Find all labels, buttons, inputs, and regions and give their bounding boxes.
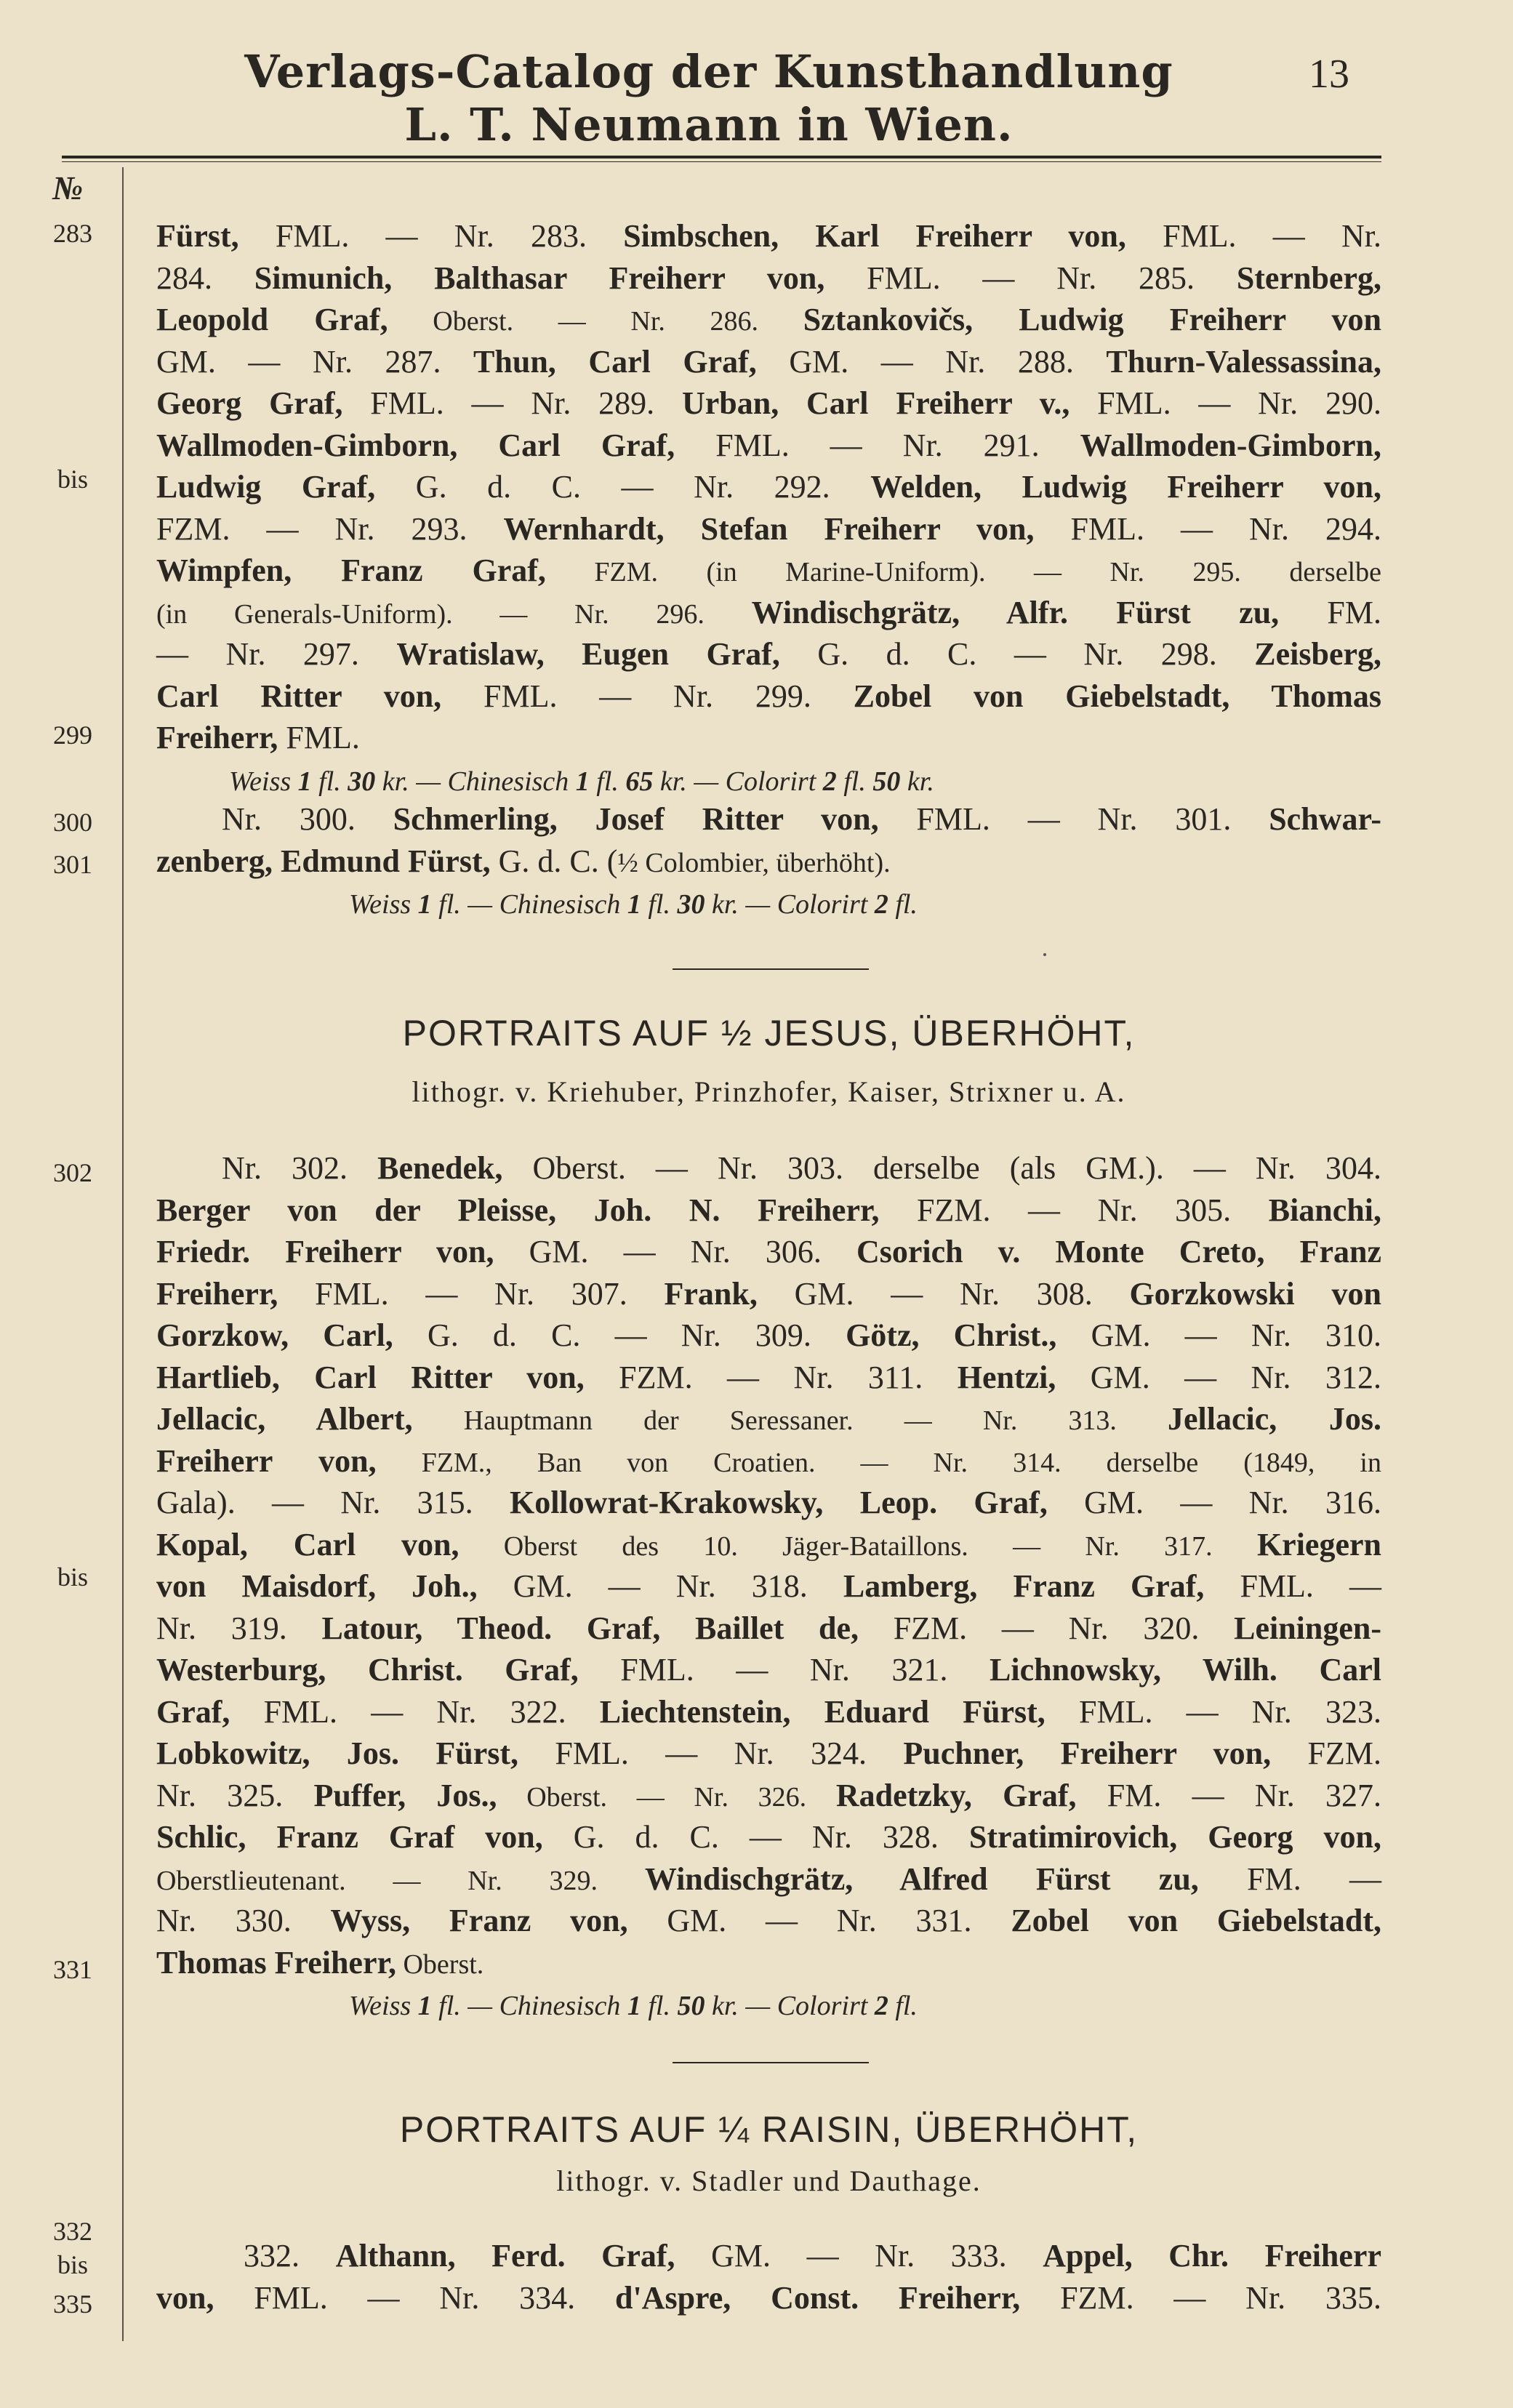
entry-block-300-301 bbox=[156, 798, 1381, 927]
margin-number: 299 bbox=[53, 721, 92, 750]
margin-number: bis bbox=[57, 1562, 88, 1592]
price-line: Weiss 1 fl. — Chinesisch 1 fl. 30 kr. — Colorirt 2 fl. bbox=[349, 889, 918, 920]
text-line: Kopal, Carl von, Oberst des 10. Jäger-Bataillons. — Nr. 317. Kriegern bbox=[156, 1526, 1381, 1562]
section-heading: PORTRAITS AUF ¼ RAISIN, ÜBERHÖHT, bbox=[399, 2109, 1139, 2150]
text-line: Gala). — Nr. 315. Kollowrat-Krakowsky, Leop. Graf, GM. — Nr. 316. bbox=[156, 1485, 1381, 1520]
text-line: Westerburg, Christ. Graf, FML. — Nr. 321. Lichnowsky, Wilh. Carl bbox=[156, 1652, 1381, 1687]
text-line: Schlic, Franz Graf von, G. d. C. — Nr. 328. Stratimirovich, Georg von, bbox=[156, 1819, 1382, 1855]
text-line: Wallmoden-Gimborn, Carl Graf, FML. — Nr. 291. Wallmoden-Gimborn, bbox=[156, 427, 1381, 463]
text-line: 284. Simunich, Balthasar Freiherr von, FML. — Nr. 285. Sternberg, bbox=[156, 260, 1381, 296]
entry-block-283-299 bbox=[156, 215, 1381, 804]
text-line: Oberstlieutenant. — Nr. 329. Windischgrätz, Alfred Fürst zu, FM. — bbox=[156, 1861, 1382, 1897]
text-line: Friedr. Freiherr von, GM. — Nr. 306. Csorich v. Monte Creto, Franz bbox=[156, 1234, 1381, 1269]
text-line: Nr. 325. Puffer, Jos., Oberst. — Nr. 326. Radetzky, Graf, FM. — Nr. 327. bbox=[156, 1777, 1382, 1813]
price-line: Weiss 1 fl. — Chinesisch 1 fl. 50 kr. — Colorirt 2 fl. bbox=[349, 1991, 918, 2021]
section-subheading: lithogr. v. Kriehuber, Prinzhofer, Kaiser, Strixner u. A. bbox=[412, 1075, 1126, 1108]
price-line: Weiss 1 fl. 30 kr. — Chinesisch 1 fl. 65 kr. — Colorirt 2 fl. 50 kr. bbox=[229, 766, 934, 797]
text-line: zenberg, Edmund Fürst, G. d. C. (½ Colombier, überhöht). bbox=[156, 843, 891, 879]
text-line: Nr. 319. Latour, Theod. Graf, Baillet de, FZM. — Nr. 320. Leiningen- bbox=[156, 1610, 1382, 1646]
text-line: Thomas Freiherr, Oberst. bbox=[156, 1944, 484, 1980]
text-line: GM. — Nr. 287. Thun, Carl Graf, GM. — Nr. 288. Thurn-Valessassina, bbox=[156, 343, 1381, 380]
page-number: 13 bbox=[1309, 52, 1349, 97]
header-rule-thin bbox=[62, 161, 1381, 162]
column-number-mark: № bbox=[52, 169, 84, 206]
text-line: Nr. 330. Wyss, Franz von, GM. — Nr. 331. Zobel von Giebelstadt, bbox=[156, 1903, 1381, 1938]
text-line: Jellacic, Albert, Hauptmann der Seressaner. — Nr. 313. Jellacic, Jos. bbox=[156, 1401, 1381, 1437]
text-line: Fürst, FML. — Nr. 283. Simbschen, Karl Freiherr von, FML. — Nr. bbox=[156, 218, 1381, 254]
text-line: — Nr. 297. Wratislaw, Eugen Graf, G. d. C. — Nr. 298. Zeisberg, bbox=[156, 636, 1382, 672]
text-line: Lobkowitz, Jos. Fürst, FML. — Nr. 324. Puchner, Freiherr von, FZM. bbox=[156, 1735, 1381, 1771]
text-line: Graf, FML. — Nr. 322. Liechtenstein, Eduard Fürst, FML. — Nr. 323. bbox=[156, 1693, 1381, 1730]
text-line: von, FML. — Nr. 334. d'Aspre, Const. Freiherr, FZM. — Nr. 335. bbox=[156, 2279, 1381, 2316]
text-line: Leopold Graf, Oberst. — Nr. 286. Sztankovičs, Ludwig Freiherr von bbox=[156, 302, 1382, 337]
entry-block-332-335 bbox=[156, 2235, 1381, 2319]
text-line: Freiherr, FML. — Nr. 307. Frank, GM. — Nr. 308. Gorzkowski von bbox=[156, 1275, 1381, 1312]
margin-number: bis bbox=[57, 2250, 88, 2279]
text-line: Berger von der Pleisse, Joh. N. Freiherr, FZM. — Nr. 305. Bianchi, bbox=[156, 1192, 1381, 1228]
running-head: Verlags-Catalog der Kunsthandlung L. T. Neumann in Wien. bbox=[244, 45, 1173, 151]
print-speck bbox=[1043, 953, 1046, 956]
text-line: Nr. 300. Schmerling, Josef Ritter von, FML. — Nr. 301. Schwar- bbox=[222, 801, 1381, 837]
margin-number: 300 bbox=[53, 808, 92, 837]
text-line: Hartlieb, Carl Ritter von, FZM. — Nr. 311. Hentzi, GM. — Nr. 312. bbox=[156, 1359, 1381, 1395]
section-subheading: lithogr. v. Stadler und Dauthage. bbox=[556, 2164, 982, 2197]
margin-number: 283 bbox=[53, 219, 92, 248]
text-line: FZM. — Nr. 293. Wernhardt, Stefan Freiherr von, FML. — Nr. 294. bbox=[156, 510, 1381, 547]
margin-number: bis bbox=[57, 465, 88, 494]
text-line: Nr. 302. Benedek, Oberst. — Nr. 303. derselbe (als GM.). — Nr. 304. bbox=[222, 1150, 1381, 1186]
text-line: Freiherr, FML. bbox=[156, 720, 360, 755]
text-line: Wimpfen, Franz Graf, FZM. (in Marine-Uniform). — Nr. 295. derselbe bbox=[156, 553, 1381, 588]
section-heading: PORTRAITS AUF ½ JESUS, ÜBERHÖHT, bbox=[402, 1013, 1136, 1054]
text-line: Freiherr von, FZM., Ban von Croatien. — Nr. 314. derselbe (1849, in bbox=[156, 1442, 1381, 1479]
entry-block-302-331 bbox=[156, 1147, 1381, 2028]
margin-number: 332 bbox=[53, 2217, 92, 2246]
margin-number: 331 bbox=[53, 1955, 92, 1984]
text-line: von Maisdorf, Joh., GM. — Nr. 318. Lamberg, Franz Graf, FML. — bbox=[156, 1568, 1381, 1604]
text-line: Gorzkow, Carl, G. d. C. — Nr. 309. Götz, Christ., GM. — Nr. 310. bbox=[156, 1317, 1381, 1353]
text-line: 332. Althann, Ferd. Graf, GM. — Nr. 333. Appel, Chr. Freiherr bbox=[244, 2238, 1381, 2273]
margin-rule bbox=[122, 167, 124, 2341]
section-separator bbox=[673, 2062, 869, 2063]
text-line: (in Generals-Uniform). — Nr. 296. Windischgrätz, Alfr. Fürst zu, FM. bbox=[156, 594, 1382, 630]
text-line: Carl Ritter von, FML. — Nr. 299. Zobel von Giebelstadt, Thomas bbox=[156, 678, 1381, 714]
text-line: Georg Graf, FML. — Nr. 289. Urban, Carl Freiherr v., FML. — Nr. 290. bbox=[156, 385, 1381, 421]
header-rule bbox=[62, 156, 1381, 158]
margin-number: 301 bbox=[53, 850, 92, 879]
section-separator bbox=[673, 968, 869, 970]
margin-number: 302 bbox=[53, 1158, 92, 1187]
text-line: Ludwig Graf, G. d. C. — Nr. 292. Welden, Ludwig Freiherr von, bbox=[156, 469, 1382, 505]
margin-number: 335 bbox=[53, 2289, 92, 2319]
